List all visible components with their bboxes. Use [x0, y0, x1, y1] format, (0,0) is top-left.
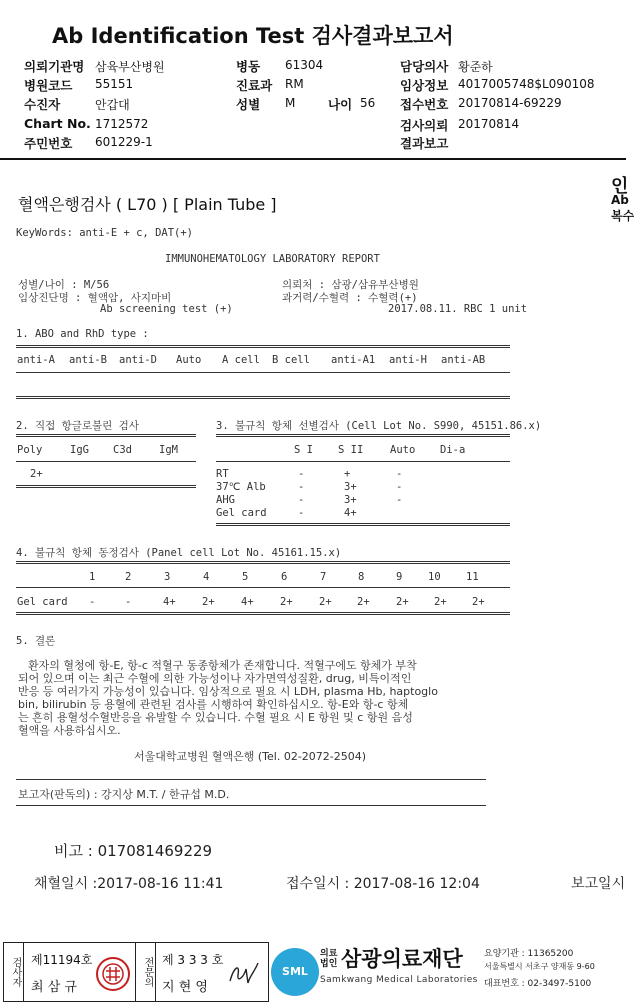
panel-value: 2+	[319, 596, 332, 608]
result-line: bin, bilirubin 등 용혈에 관련된 검사를 시행하여 확인하십시오. 항-E와 항-c 항체	[18, 698, 409, 711]
screening-note: Ab screening test (+)	[100, 303, 233, 315]
screen-row-label: 37℃ Alb	[216, 481, 266, 493]
box1-id: 제11194호	[31, 953, 93, 967]
screen-cell: 3+	[344, 481, 357, 493]
screen-row-label: RT	[216, 468, 229, 480]
panel-cell-number: 1	[89, 571, 96, 583]
rule	[16, 561, 510, 564]
panel-cell-number: 7	[320, 571, 327, 583]
panel-cell-number: 11	[466, 571, 479, 583]
abo-col-header: A cell	[222, 354, 260, 366]
screen-cell: -	[298, 468, 305, 480]
hospital-contact: 서울대학교병원 혈액은행 (Tel. 02-2072-2504)	[134, 750, 367, 763]
rule	[16, 372, 510, 373]
footer	[0, 938, 626, 1007]
field-value: 20170814-69229	[458, 96, 562, 110]
rule	[16, 485, 196, 488]
rule	[216, 434, 510, 437]
dat-value: 2+	[30, 468, 43, 480]
field-label: 주민번호	[24, 136, 73, 151]
report-title: Ab Identification Test 검사결과보고서	[52, 24, 454, 48]
rule	[16, 587, 510, 588]
abo-col-header: B cell	[272, 354, 310, 366]
rule	[16, 461, 196, 462]
abo-col-header: anti-A	[17, 354, 55, 366]
field-value: 20170814	[458, 117, 520, 131]
org-info: 대표번호 : 02-3497-5100	[484, 979, 592, 989]
screen-col-header: S I	[294, 444, 313, 456]
report-heading: IMMUNOHEMATOLOGY LABORATORY REPORT	[165, 253, 380, 265]
field-value: 601229-1	[95, 135, 153, 149]
reported-time: 보고일시	[571, 876, 626, 892]
box1-name: 최 삼 규	[31, 980, 77, 995]
field-value: M	[285, 96, 296, 110]
signature-box	[3, 942, 269, 1002]
dat-col-header: C3d	[113, 444, 132, 456]
org-name: 삼광의료재단	[341, 947, 463, 971]
panel-cell-number: 2	[125, 571, 132, 583]
result-line: 반응 등 여러가지 가능성이 있습니다. 임상적으로 필요 시 LDH, plasma Hb, haptoglo	[18, 685, 438, 698]
rule	[216, 523, 510, 526]
screen-cell: -	[298, 507, 305, 519]
sml-logo-icon: SML	[271, 948, 319, 996]
box2-id: 제 3 3 3 호	[162, 953, 224, 967]
panel-cell-number: 9	[396, 571, 403, 583]
transfusion-date: 2017.08.11. RBC 1 unit	[388, 303, 528, 315]
org-prefix: 의료법인	[320, 949, 338, 969]
field-label: 병원코드	[24, 78, 73, 93]
abo-col-header: anti-AB	[441, 354, 486, 366]
field-value: 1712572	[95, 117, 149, 131]
field-label: 성별	[236, 97, 261, 112]
panel-value: 2+	[396, 596, 409, 608]
field-label: 결과보고	[400, 136, 449, 151]
field-label: 수진자	[24, 97, 61, 112]
sex-age: 성별/나이 : M/56	[18, 279, 110, 291]
dat-col-header: Poly	[17, 444, 43, 456]
transfusion-history: 과거력/수혈력 : 수혈력(+)	[282, 292, 418, 304]
screen-row-label: Gel card	[216, 507, 267, 519]
reporter: 보고자(판독의) : 강지상 M.T. / 한규섭 M.D.	[18, 788, 230, 801]
dat-section-title: 2. 직접 항글로불린 검사	[16, 420, 139, 432]
screen-col-header: Auto	[390, 444, 416, 456]
screen-col-header: S II	[338, 444, 364, 456]
panel-value: 2+	[357, 596, 370, 608]
screen-cell: +	[344, 468, 351, 480]
abo-col-header: anti-H	[389, 354, 427, 366]
field-label: 의뢰기관명	[24, 59, 85, 74]
panel-value: -	[125, 596, 132, 608]
field-value: 56	[360, 96, 376, 110]
panel-value: 2+	[280, 596, 293, 608]
field-value: 55151	[95, 77, 134, 91]
org-info: 서울특별시 서초구 양재동 9-60	[484, 962, 595, 971]
panel-cell-number: 5	[242, 571, 249, 583]
field-label: 나이	[328, 97, 353, 112]
abo-col-header: anti-B	[69, 354, 107, 366]
panel-section-title: 4. 불규칙 항체 동정검사 (Panel cell Lot No. 45161.15.x)	[16, 547, 342, 559]
result-section-title: 5. 결론	[16, 635, 56, 647]
field-label: 검사의뢰	[400, 118, 449, 133]
rule	[16, 805, 486, 806]
screen-cell: -	[298, 494, 305, 506]
box2-name: 지 현 영	[162, 980, 208, 995]
result-line: 환자의 혈청에 항-E, 항-c 적혈구 동종항체가 존재합니다. 적혈구에도 항체가 부착	[28, 659, 417, 672]
header-separator	[0, 158, 626, 160]
field-value: 4017005748$L090108	[458, 77, 595, 91]
field-value: 황준하	[458, 60, 493, 74]
box2-label: 전문의	[135, 943, 156, 1001]
abo-section-title: 1. ABO and RhD type :	[16, 328, 149, 340]
panel-value: 2+	[202, 596, 215, 608]
received-time: 접수일시 : 2017-08-16 12:04	[286, 876, 480, 892]
screen-section-title: 3. 불규칙 항체 선별검사 (Cell Lot No. S990, 45151.86.x)	[216, 420, 542, 432]
collected-time: 채혈일시 :2017-08-16 11:41	[34, 876, 224, 892]
result-line: 는 흔히 용혈성수혈반응을 유발할 수 있습니다. 수혈 필요 시 E 항원 및 c 항원 음성	[18, 711, 413, 724]
panel-value: -	[89, 596, 96, 608]
panel-cell-number: 8	[358, 571, 365, 583]
org-english-name: Samkwang Medical Laboratories	[320, 975, 478, 985]
rule	[16, 396, 510, 399]
requester: 의뢰처 : 삼광/삼유부산병원	[282, 279, 419, 291]
org-info: 요양기관 : 11365200	[484, 949, 574, 959]
cut-off-text: 인	[611, 176, 629, 197]
screen-cell: -	[396, 468, 403, 480]
cut-off-text: 복수	[611, 209, 634, 223]
screen-col-header: Di-a	[440, 444, 466, 456]
rule	[216, 461, 510, 462]
panel-cell-number: 3	[164, 571, 171, 583]
result-line: 되어 있으며 이는 최근 수혈에 의한 가능성이나 자가면역성질환, drug, 비특이적인	[18, 672, 412, 685]
seal-pattern-icon	[98, 959, 128, 989]
box1-label: 검사자	[4, 943, 24, 1001]
result-line: 혈액을 사용하십시오.	[18, 724, 121, 737]
screen-row-label: AHG	[216, 494, 235, 506]
field-label: 병동	[236, 59, 261, 74]
field-value: 삼육부산병원	[95, 60, 165, 74]
rule	[16, 612, 510, 615]
panel-cell-number: 6	[281, 571, 288, 583]
keywords: KeyWords: anti-E + c, DAT(+)	[16, 227, 194, 239]
panel-value: 2+	[434, 596, 447, 608]
abo-col-header: anti-D	[119, 354, 157, 366]
field-label: 접수번호	[400, 97, 449, 112]
dat-col-header: IgM	[159, 444, 178, 456]
field-value: 안갑대	[95, 98, 130, 112]
screen-cell: -	[298, 481, 305, 493]
panel-cell-number: 10	[428, 571, 441, 583]
field-label: 진료과	[236, 78, 273, 93]
screen-cell: 4+	[344, 507, 357, 519]
panel-value: 4+	[241, 596, 254, 608]
rule	[16, 345, 510, 348]
lab-test-title: 혈액은행검사 ( L70 ) [ Plain Tube ]	[18, 195, 277, 214]
seal-stamp-icon	[96, 957, 130, 991]
screen-cell: -	[396, 481, 403, 493]
field-value: RM	[285, 77, 304, 91]
cut-off-text: Ab	[611, 193, 629, 207]
abo-col-header: anti-A1	[331, 354, 376, 366]
screen-cell: -	[396, 494, 403, 506]
dat-col-header: IgG	[70, 444, 89, 456]
panel-cell-number: 4	[203, 571, 210, 583]
signature-icon	[226, 957, 262, 987]
panel-value: 4+	[163, 596, 176, 608]
field-value: 61304	[285, 58, 324, 72]
diagnosis: 임상진단명 : 혈액암, 사지마비	[18, 292, 172, 304]
abo-col-header: Auto	[176, 354, 202, 366]
field-label: 임상정보	[400, 78, 449, 93]
memo: 비고 : 017081469229	[54, 842, 213, 860]
panel-row-label: Gel card	[17, 596, 68, 608]
panel-value: 2+	[472, 596, 485, 608]
rule	[16, 434, 196, 437]
rule	[16, 779, 486, 780]
screen-cell: 3+	[344, 494, 357, 506]
field-label: Chart No.	[24, 116, 91, 131]
field-label: 담당의사	[400, 59, 449, 74]
